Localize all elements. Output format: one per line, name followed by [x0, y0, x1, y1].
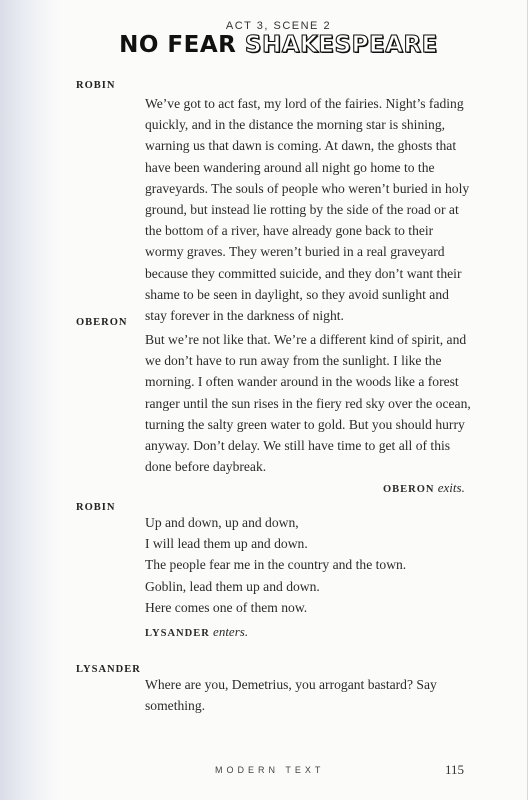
page-number: 115 — [445, 762, 465, 777]
speaker-name: OBERON — [76, 317, 128, 328]
verse-block — [145, 512, 406, 618]
speaker-name: ROBIN — [76, 80, 116, 91]
stage-direction-character: OBERON — [383, 484, 435, 495]
series-logo — [30, 32, 527, 58]
logo-shakespeare: SHAKESPEARE — [244, 32, 438, 58]
footer-label: MODERN TEXT — [215, 765, 325, 775]
logo-no-fear: NO FEAR — [119, 32, 237, 58]
speaker-name: LYSANDER — [76, 664, 141, 675]
page-header — [0, 20, 527, 58]
verse-line: I will lead them up and down. — [145, 536, 308, 552]
speech-text: Where are you, Demetrius, you arrogant bastard? Say something. — [145, 677, 437, 714]
verse-line: Here comes one of them now. — [145, 599, 308, 615]
stage-direction-action: enters. — [213, 624, 249, 639]
verse-line: Goblin, lead them up and down. — [145, 578, 320, 594]
stage-direction-character: LYSANDER — [145, 628, 210, 639]
stage-direction — [145, 624, 248, 640]
stage-direction-action: exits. — [437, 480, 465, 495]
stage-direction — [383, 480, 465, 496]
speech-text: We’ve got to act fast, my lord of the fairies. Night’s fading quickly, and in the distance the morning star is shining, warning us that dawn is coming. At dawn, the ghosts that have been wandering around all night go home to the graveyards. The souls of people who weren’t buried in holy ground, but instead lie rotting by the side of the road or at the bottom of a river, have already gone back to their wormy graves. They weren’t buried in a real graveyard because they committed suicide, and they don’t want their shame to be seen in daylight, so they avoid sunlight and stay forever in the darkness of night. — [145, 96, 470, 324]
verse-line: Up and down, up and down, — [145, 515, 299, 530]
act-scene-label: ACT 3, SCENE 2 — [225, 20, 332, 32]
page-gutter-shadow — [0, 0, 62, 800]
speech-text: But we’re not like that. We’re a different kind of spirit, and we don’t have to run away from the sunlight. I like the morning. I often wander around in the woods like a forest ranger until the sun rises in the fiery red sky over the ocean, turning the salty green water to gold. But you should hurry anyway. Don’t delay. We still have time to get all of this done before daybreak. — [145, 332, 471, 475]
speaker-name: ROBIN — [76, 502, 116, 513]
verse-line: The people fear me in the country and the town. — [145, 557, 407, 573]
